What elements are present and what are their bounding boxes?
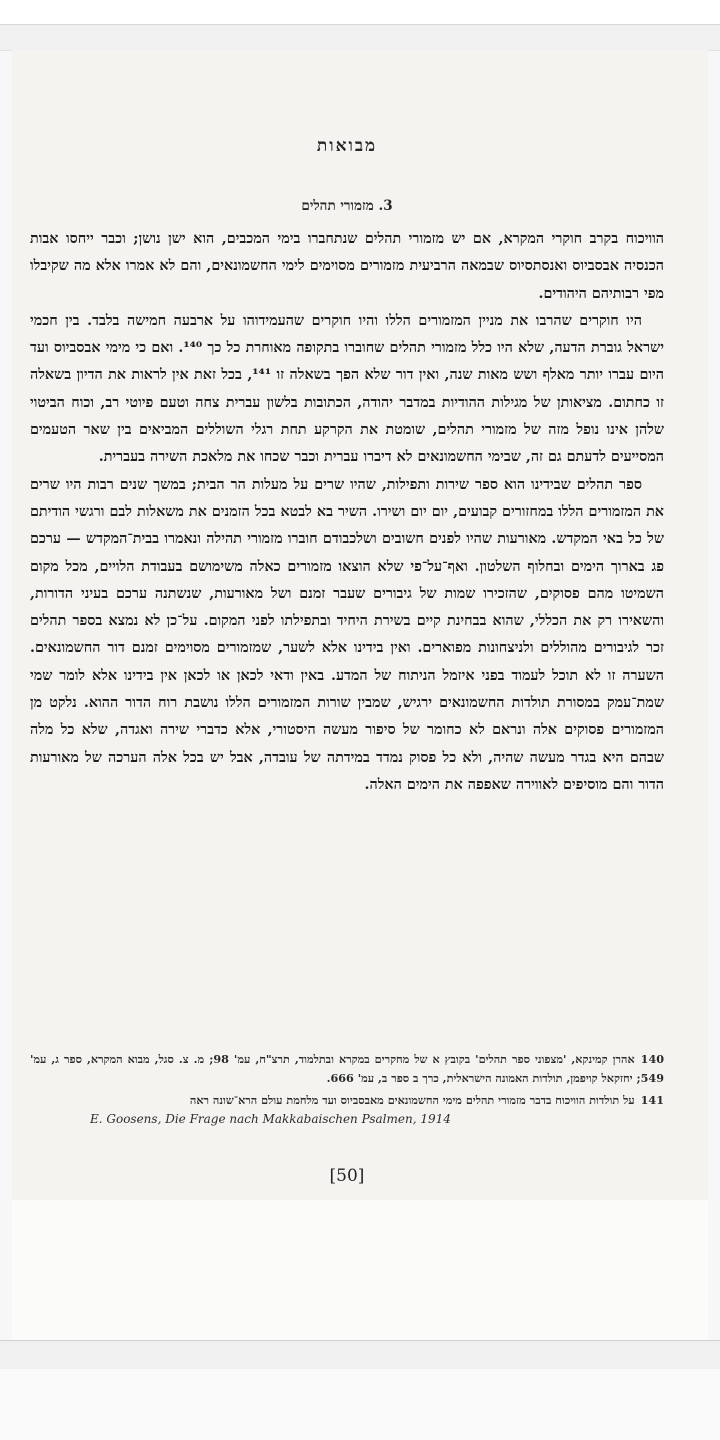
paragraph-1: הוויכוח בקרב חוקרי המקרא, אם יש מזמורי תהלים שנתחברו בימי המכבים, הוא ישן נושן; וכבר ייחסו אבות הכנסיה אבסביוס ואנסתסיוס שבמאה הרביעית מזמורים מסוימים לימי החשמונאים, והם לא אמרו אלא מה שקיבלו מפי רבותיהם היהודים.	[30, 231, 664, 302]
footnote-latin-citation: E. Goosens, Die Frage nach Makkabaischen Psalmen, 1914	[90, 1112, 451, 1126]
scanned-page-image	[12, 50, 708, 1200]
footnote-text: אהרן קמינקא, 'מצפוני ספר תהלים' בקובץ א של מחקרים במקרא ובתלמוד, תרצ"ח, עמ' 98; מ. צ. סגל, מבוא המקרא, ספר ג, עמ' 549; יחזקאל קויפמן, תולדות האמונה הישראלית, כרך ב ספר ב, עמ' 666.	[30, 1052, 664, 1085]
footnote-number: 141	[640, 1093, 664, 1107]
footnotes	[30, 1050, 664, 1132]
page-number: [50]	[329, 1166, 365, 1186]
paragraph-2: היו חוקרים שהרבו את מניין המזמורים הללו והיו חוקרים שהעמידוהו על ארבעה חמישה בלבד. בין חכמי ישראל גוברת הדעה, שלא היו כלל מזמורי תהלים שחוברו בתקופה מאוחרת כל כך ¹⁴⁰. ואם כי מימי אבסביוס ועד היום עברו יותר מאלף ושש מאות שנה, ואין דור שלא הפך בשאלה זו ¹⁴¹, בכל זאת אין לראות את הדיון בשאלה זו כחתום. מציאותן של מגילות ההודיות במדבר יהודה, הכתובות בלשון עברית צחה וטעם פיוטי רב, וכוח הביטוי שלהן אינו נופל מזה של מזמורי תהלים, שומטת את הקרקע תחת רגלי השוללים המביאים בין שאר הטעמים המסייעים לדעתם גם זה, שבימי החשמונאים לא דיברו עברית וכבר שכחו את מלאכת השירה בעברית.	[30, 312, 664, 466]
body-text	[30, 226, 664, 799]
footnote-140	[30, 1050, 664, 1088]
top-bar	[0, 0, 720, 24]
bottom-area	[0, 1369, 720, 1440]
bottom-divider	[0, 1340, 720, 1370]
document-page[interactable]	[12, 50, 708, 1340]
footnote-text: על תולדות הוויכוח בדבר מזמורי תהלים מימי החשמונאים מאבסביוס ועד מלחמת עולם הרא־שונה ראה	[189, 1093, 635, 1107]
top-divider	[0, 24, 720, 51]
chapter-title: מבואות	[316, 136, 378, 156]
footnote-number: 140	[640, 1052, 665, 1066]
footnote-141	[30, 1091, 664, 1129]
section-title: 3. מזמורי תהלים	[301, 198, 393, 214]
paragraph-3: ספר תהלים שבידינו הוא ספר שירות ותפילות, שהיו שרים על מעלות הר הבית; במשך שנים רבות היו שרים את המזמורים הללו במחזורים קבועים, יום יום ושירו. השיר בא לבטא בכל הזמנים את משאלות לבם ורגשי הודיתם של כל באי המקדש. מאורעות שהיו לפנים חשובים ושלכבודם חוברו מזמורי תהילה ונאמרו בבית־המקדש — ערכם פג בארוך הימים ובחלוף השלטון. ואף־על־פי שלא הוצאו מזמורים כאלה משימושם בעבודת הלויים, מכל מקום השמיטו מהם פסוקים, שהזכירו שמות של גיבורים שעבר זמנם ושל מאורעות, שנשתנה ערכם בעיני הדורות, והשאירו רק את הכללי, שהוא בבחינת קיים בשירת היחיד ובתפילתו לפני המקום. על־כן לא נמצא בספר תהלים זכר לגיבורים מהוללים ולניצחונות מפוארים. ואין בידינו אלא לשער, שמזמורים מסוימים זמנם דור החשמונאים. השערה זו לא תוכל לעמוד בפני איזמל הניתוח של המדע. באין ודאי לכאן או לכאן אין בידינו אלא לומר שמי שמת־עמק במסורת תולדות החשמונאים ירגיש, שמבין שורות המזמורים הללו נושבת רוח הדור ההוא. נלקט מן המזמורים פסוקים אלה ונראם לא כחומר של סיפור מעשה היסטורי, אלא כדברי שירה ואגדה, שלא כל מלה שבהם היא בגדר מעשה שהיה, ולא כל פסוק נמדד במידתה של עובדה, אבל יש בכל אלה הערכה של מאורעות הדור והם מוסיפים לאווירה שאפפה את הימים האלה.	[30, 476, 664, 793]
